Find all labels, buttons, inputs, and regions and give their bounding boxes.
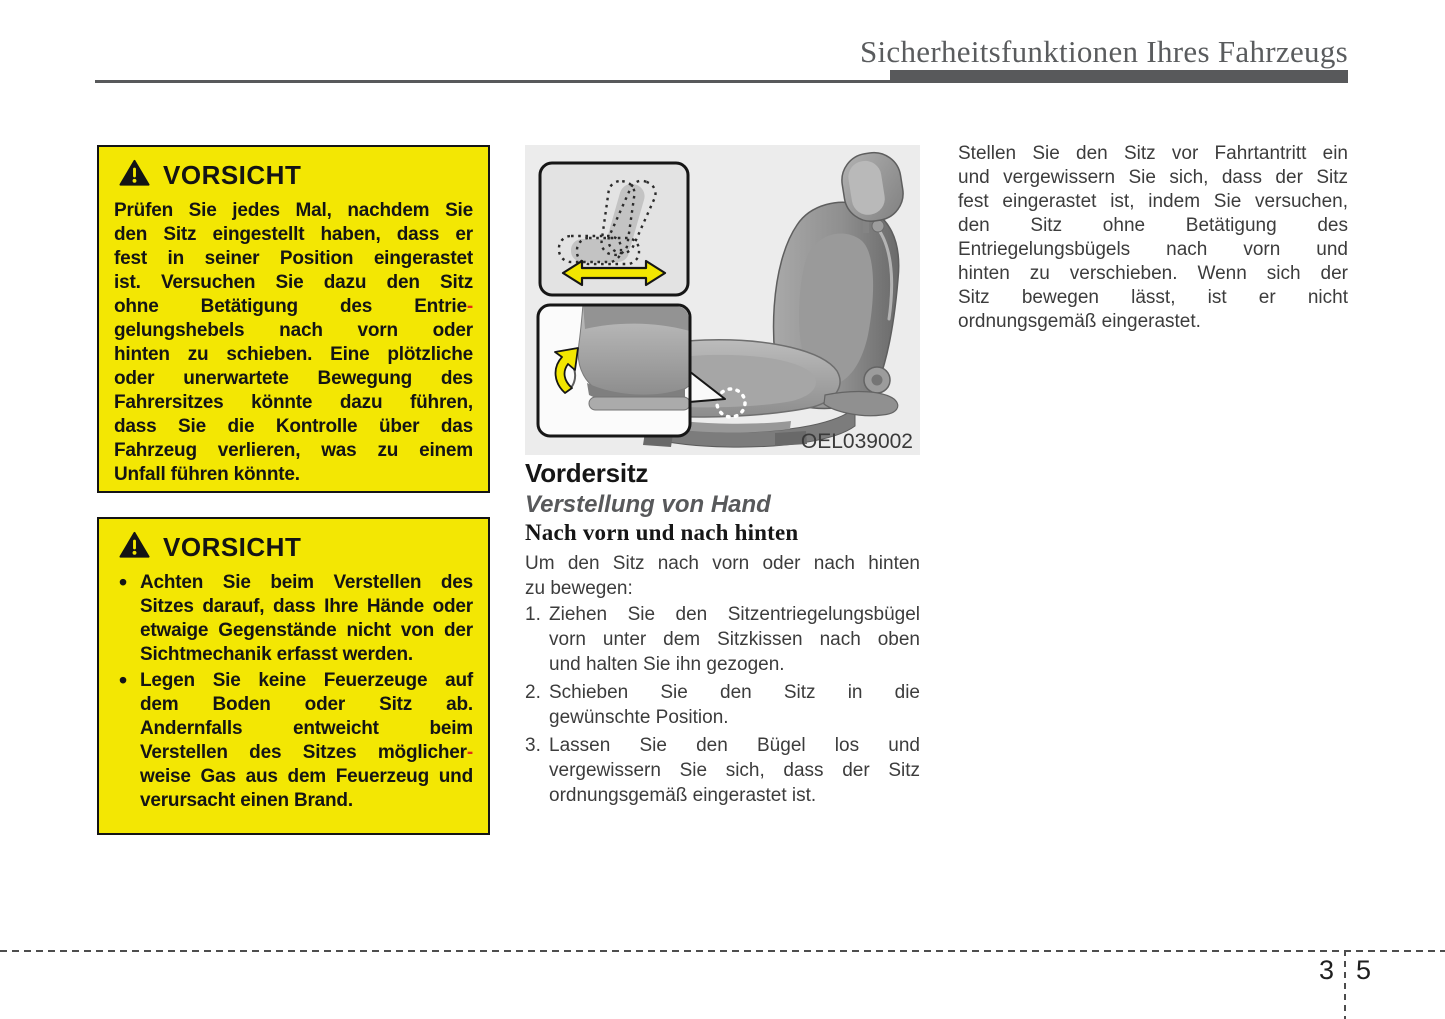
text-line: etwaige Gegenstände nicht von der [140,620,473,641]
text-line: ohne Betätigung des Entrie- [114,296,473,317]
warning-title: VORSICHT [163,160,302,190]
bullet-marker: • [119,667,127,693]
text-line: Achten Sie beim Verstellen des [140,572,473,593]
text-line: und vergewissern Sie sich, dass der Sitz [958,167,1348,188]
footer-dashed-divider [0,950,1445,952]
warning-header [114,531,473,564]
text-line: und halten Sie ihn gezogen. [549,654,785,675]
text-line: Prüfen Sie jedes Mal, nachdem Sie [114,200,473,221]
footer-vertical-dashed-divider [1344,950,1346,1019]
text-line: Fahrersitzes könnte dazu führen, [114,392,473,413]
right-column-paragraph [958,142,1348,334]
step-number: 1. [525,604,541,625]
text-line: oder unerwartete Bewegung des [114,368,473,389]
text-line: Sitz bewegen lässt, ist er nicht [958,287,1348,308]
page-title: Sicherheitsfunktionen Ihres Fahrzeugs [859,34,1348,69]
text-line: den Sitz ohne Betätigung des [958,215,1348,236]
step-number: 3. [525,735,541,756]
warning-bullet-item [114,669,473,813]
step-item [525,602,920,677]
seat-illustration [525,145,920,455]
text-line: gewünschte Position. [549,707,729,728]
step-text [549,680,920,730]
text-line: ist. Versuchen Sie dazu den Sitz [114,272,473,293]
step-number: 2. [525,682,541,703]
step-item [525,733,920,808]
warning-triangle-icon [119,531,150,564]
text-line: hinten zu schieben. Eine plötzliche [114,344,473,365]
text-line: Stellen Sie den Sitz vor Fahrtantritt ein [958,143,1348,164]
section-heading: Vordersitz [525,458,649,488]
text-line: weise Gas aus dem Feuerzeug und [140,766,473,787]
text-line: dem Boden oder Sitz ab. [140,694,473,715]
text-line: vergewissern Sie sich, dass der Sitz [549,760,920,781]
text-line: hinten zu verschieben. Wenn sich der [958,263,1348,284]
text-line: Verstellen des Sitzes möglicher- [140,742,473,763]
warning-bullet-text [140,571,473,667]
slide-range-inset [540,163,688,295]
warning-title: VORSICHT [163,532,302,562]
text-line: vorn unter dem Sitzkissen nach oben [549,629,920,650]
warning-bullet-text [140,669,473,813]
text-line: Unfall führen könnte. [114,464,300,485]
text-line: ordnungsgemäß eingerastet ist. [549,785,817,806]
text-line: Sichtmechanik erfasst werden. [140,644,413,665]
text-line: Sitzes darauf, dass Ihre Hände oder [140,596,473,617]
footer-page-number: 5 [1356,955,1372,985]
intro-paragraph [525,551,920,601]
warning-triangle-icon [119,159,150,192]
figure-caption: OEL039002 [800,430,913,453]
text-line: Um den Sitz nach vorn oder nach hinten [525,553,920,574]
text-line: Andernfalls entweicht beim [140,718,473,739]
text-line: Fahrzeug verlieren, was zu einem [114,440,473,461]
text-line: ordnungsgemäß eingerastet. [958,311,1201,332]
subsection-heading: Verstellung von Hand [525,491,771,518]
warning-body [114,199,473,487]
seat-figure [525,145,920,455]
text-line: dass Sie die Kontrolle über das [114,416,473,437]
step-text [549,602,920,677]
text-line: verursacht einen Brand. [140,790,353,811]
text-line: Schieben Sie den Sitz in die [549,682,920,703]
text-line: Lassen Sie den Bügel los und [549,735,920,756]
step-list [525,602,920,811]
text-line: gelungshebels nach vorn oder [114,320,473,341]
warning-bullet-item [114,571,473,667]
text-line: fest eingerastet ist, indem Sie versuchen, [958,191,1348,212]
text-line: den Sitz eingestellt haben, dass er [114,224,473,245]
lever-closeup-inset [538,305,690,436]
header-bar [890,70,1348,83]
text-line: Ziehen Sie den Sitzentriegelungsbügel [549,604,920,625]
bullet-marker: • [119,569,127,595]
footer-chapter-number: 3 [1318,955,1334,985]
warning-box-1 [97,145,490,493]
subsubsection-heading: Nach vorn und nach hinten [525,520,799,545]
text-line: Legen Sie keine Feuerzeuge auf [140,670,473,691]
text-line: fest in seiner Position eingerastet [114,248,473,269]
step-text [549,733,920,808]
step-item [525,680,920,730]
text-line: Entriegelungsbügels nach vorn und [958,239,1348,260]
warning-box-2 [97,517,490,835]
warning-header [114,159,473,192]
text-line: zu bewegen: [525,578,633,599]
